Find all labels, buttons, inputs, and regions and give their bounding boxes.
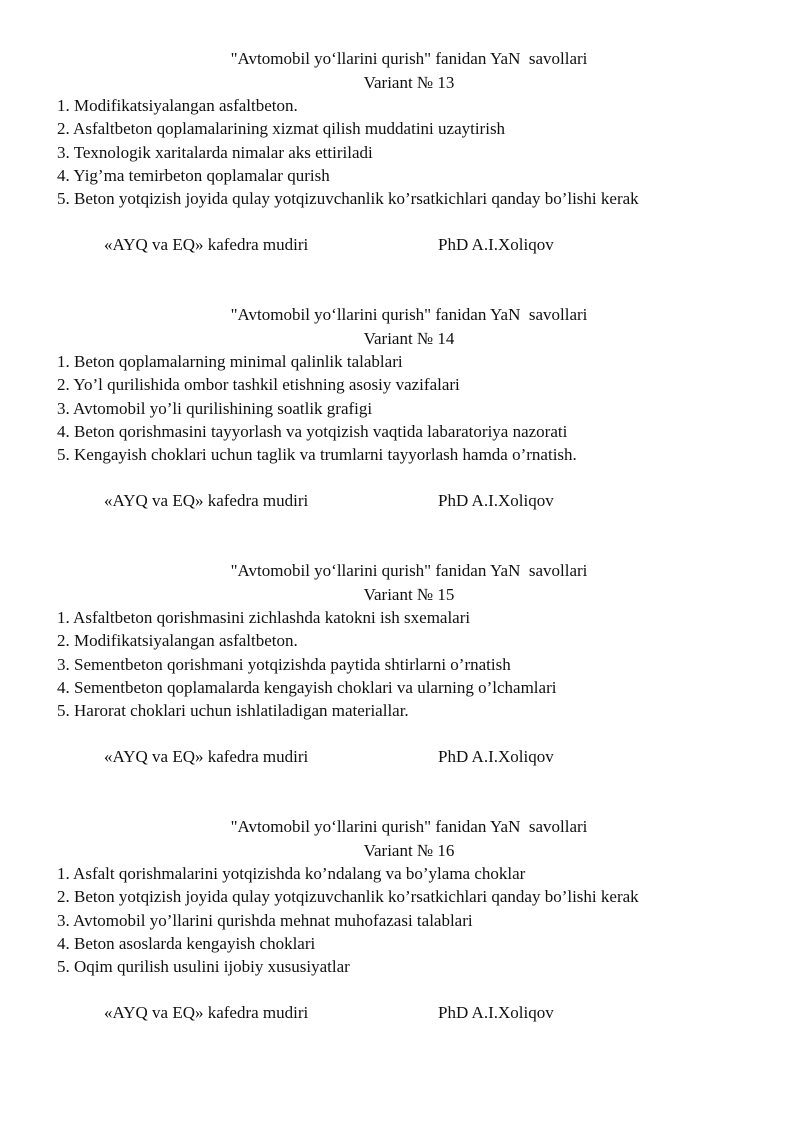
question-item: 5. Oqim qurilish usulini ijobiy xususiyatlar [57,957,350,977]
variant-number: Variant № 15 [363,585,455,604]
signature-role: «AYQ va EQ» kafedra mudiri [104,1003,309,1022]
question-item: 4. Beton asoslarda kengayish choklari [57,933,316,953]
variant-number: Variant № 13 [363,73,455,92]
signature-name: PhD A.I.Xoliqov [438,747,554,766]
question-item: 1. Beton qoplamalarning minimal qalinlik talablari [57,352,403,371]
section-title: "Avtomobil yo‘llarini qurish" fanidan YaN savollari [230,305,588,324]
question-list [57,350,577,466]
signature-name: PhD A.I.Xoliqov [438,235,554,254]
question-item: 5. Harorat choklari uchun ishlatiladigan materiallar. [57,701,409,721]
question-item: 1. Asfalt qorishmalarini yotqizishda ko’ndalang va bo’ylama choklar [57,864,526,883]
question-item: 3. Avtomobil yo’llarini qurishda mehnat muhofazasi talablari [57,910,473,930]
question-list [57,606,556,722]
question-item: 5. Kengayish choklari uchun taglik va trumlarni tayyorlash hamda o’rnatish. [57,445,577,465]
question-list [57,862,639,978]
signature-role: «AYQ va EQ» kafedra mudiri [104,747,309,766]
section-title: "Avtomobil yo‘llarini qurish" fanidan YaN savollari [230,817,588,836]
question-item: 4. Sementbeton qoplamalarda kengayish choklari va ularning o’lchamlari [57,677,557,697]
question-item: 2. Yo’l qurilishida ombor tashkil etishning asosiy vazifalari [57,375,460,395]
signature-role: «AYQ va EQ» kafedra mudiri [104,491,309,510]
question-item: 4. Yig’ma temirbeton qoplamalar qurish [57,165,330,185]
question-item: 2. Modifikatsiyalangan asfaltbeton. [57,631,298,651]
question-item: 4. Beton qorishmasini tayyorlash va yotqizish vaqtida labaratoriya nazorati [57,421,568,441]
signature-name: PhD A.I.Xoliqov [438,1003,554,1022]
question-list [57,94,639,210]
question-item: 1. Modifikatsiyalangan asfaltbeton. [57,96,298,115]
signature-name: PhD A.I.Xoliqov [438,491,554,510]
question-item: 3. Sementbeton qorishmani yotqizishda paytida shtirlarni o’rnatish [57,654,511,674]
question-item: 3. Avtomobil yo’li qurilishining soatlik grafigi [57,398,373,418]
signature-role: «AYQ va EQ» kafedra mudiri [104,235,309,254]
section-title: "Avtomobil yo‘llarini qurish" fanidan YaN savollari [230,49,588,68]
variant-number: Variant № 16 [363,841,455,860]
question-item: 3. Texnologik xaritalarda nimalar aks ettiriladi [57,142,373,162]
question-item: 2. Asfaltbeton qoplamalarining xizmat qilish muddatini uzaytirish [57,119,506,139]
question-item: 5. Beton yotqizish joyida qulay yotqizuvchanlik ko’rsatkichlari qanday bo’lishi kerak [57,189,639,209]
question-item: 2. Beton yotqizish joyida qulay yotqizuvchanlik ko’rsatkichlari qanday bo’lishi kerak [57,887,639,907]
variant-number: Variant № 14 [363,329,455,348]
section-title: "Avtomobil yo‘llarini qurish" fanidan YaN savollari [230,561,588,580]
question-item: 1. Asfaltbeton qorishmasini zichlashda katokni ish sxemalari [57,608,471,627]
